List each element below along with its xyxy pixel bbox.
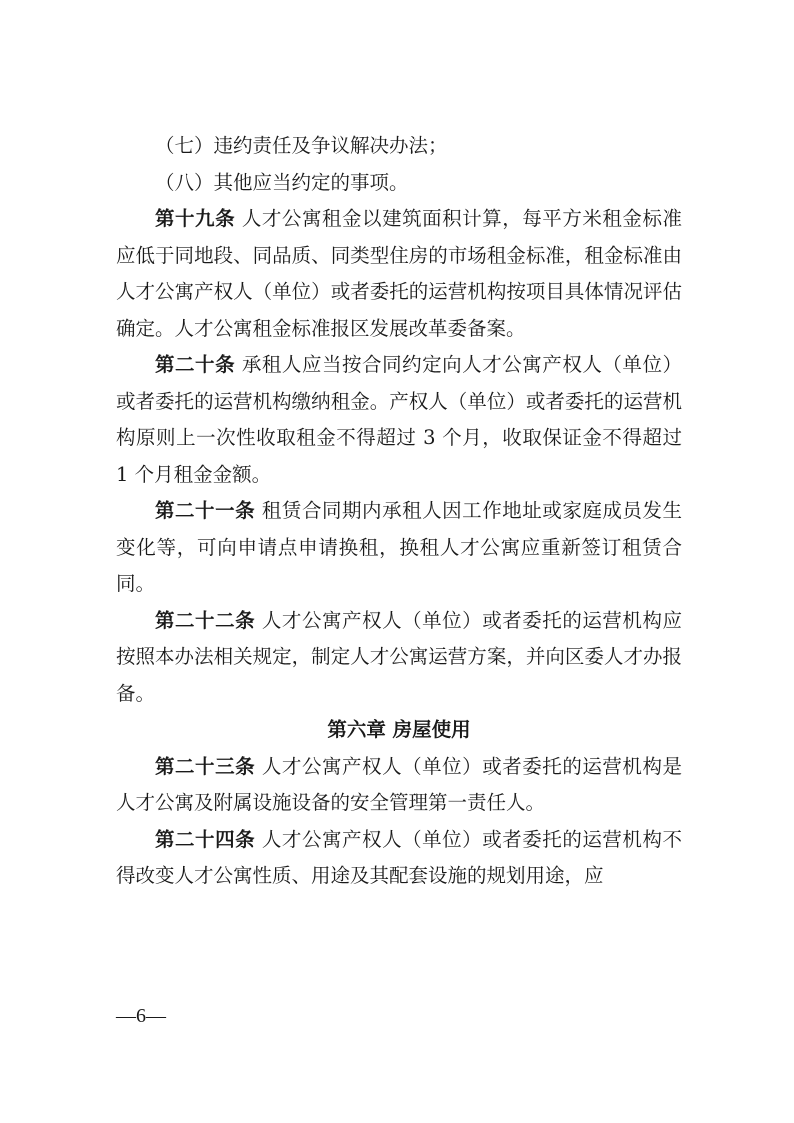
article-19 [116,201,682,347]
article-label: 第二十条 [155,353,236,376]
paragraph-item-8 [116,165,682,202]
article-text: 租赁合同期内承租人因工作地址或家庭成员发生变化等，可向申请点申请换租，换租人才公寓应重新签订租赁合同。 [116,499,682,595]
article-text: 承租人应当按合同约定向人才公寓产权人（单位）或者委托的运营机构缴纳租金。产权人（单位）或者委托的运营机构原则上一次性收取租金不得超过 3 个月，收取保证金不得超过 1 个月租金金额。 [116,353,682,486]
article-label: 第二十三条 [155,754,256,778]
article-text: 人才公寓产权人（单位）或者委托的运营机构不得改变人才公寓性质、用途及其配套设施的规划用途，应 [116,827,682,887]
article-text: 人才公寓产权人（单位）或者委托的运营机构是人才公寓及附属设施设备的安全管理第一责任人。 [116,754,682,814]
article-text: 人才公寓产权人（单位）或者委托的运营机构应按照本办法相关规定，制定人才公寓运营方案，并向区委人才办报备。 [116,608,682,705]
article-label: 第十九条 [155,207,236,230]
article-21 [116,493,682,603]
document-body [116,128,682,895]
article-24 [116,822,682,895]
paragraph-text: （八）其他应当约定的事项。 [155,170,409,194]
page-number: —6— [116,1005,166,1027]
article-label: 第二十二条 [155,608,256,632]
article-label: 第二十一条 [155,499,256,522]
article-23 [116,749,682,822]
article-22 [116,603,682,713]
article-20 [116,347,682,493]
chapter-title: 第六章 房屋使用 [327,718,471,741]
article-text: 人才公寓租金以建筑面积计算，每平方米租金标准应低于同地段、同品质、同类型住房的市场租金标准，租金标准由人才公寓产权人（单位）或者委托的运营机构按项目具体情况评估确定。人才公寓租金标准报区发展改革委备案。 [116,207,682,340]
paragraph-item-7 [116,128,682,165]
article-label: 第二十四条 [155,827,256,851]
paragraph-text: （七）违约责任及争议解决办法； [155,134,448,157]
